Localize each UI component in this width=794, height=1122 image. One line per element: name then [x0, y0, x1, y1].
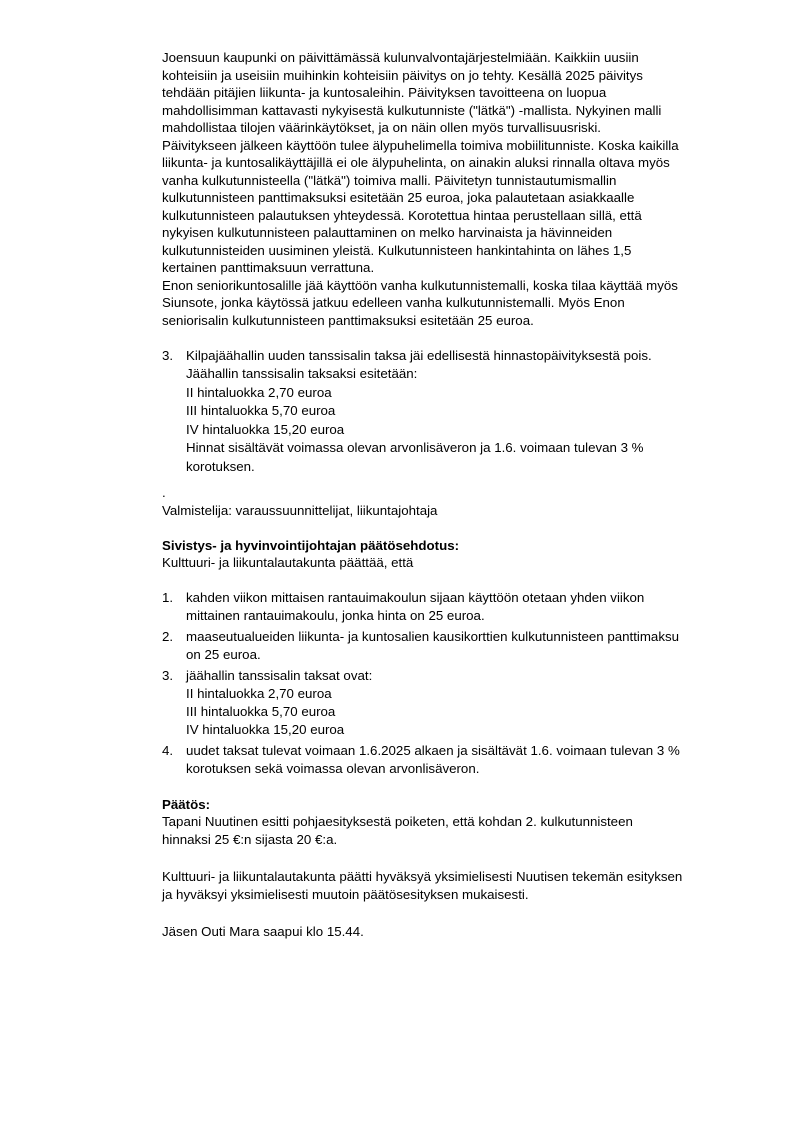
agenda-item-3-line: Hinnat sisältävät voimassa olevan arvonlisäveron ja 1.6. voimaan tulevan 3 %	[186, 440, 644, 455]
agenda-item-3	[162, 347, 758, 477]
agenda-item-3-line: Jäähallin tanssisalin taksaksi esitetään:	[186, 366, 418, 381]
intro-paragraph-line: kertainen panttimaksuun verrattuna.	[162, 260, 375, 275]
intro-paragraph-line: kulkutunnisteiden uusiminen yleistä. Kulkutunnisteen hankintahinta on lähes 1,5	[162, 242, 632, 258]
agenda-item-3-line: korotuksen.	[186, 458, 255, 474]
proposal-item-3-line: IV hintaluokka 15,20 euroa	[186, 722, 345, 737]
proposal-item-1-line: kahden viikon mittaisen rantauimakoulun sijaan käyttöön otetaan yhden viikon	[186, 590, 645, 605]
agenda-item-3-line: Kilpajäähallin uuden tanssisalin taksa jäi edellisestä hinnastopäivityksestä pois.	[186, 347, 652, 363]
intro-paragraph-line: vanha kulkutunnisteella ("lätkä") toimiva malli. Päivitetyn tunnistautumismallin	[162, 172, 617, 188]
proposal-item-1-content	[186, 589, 758, 625]
proposal-item-4	[162, 742, 758, 778]
intro-paragraph-line: seniorisalin kulkutunnisteen panttimaksuksi esitetään 25 euroa.	[162, 312, 534, 328]
intro-paragraph-line: tehdään pitäjien liikunta- ja kuntosaleihin. Päivityksen tavoitteena on luopua	[162, 85, 607, 100]
proposal-item-3-line: III hintaluokka 5,70 euroa	[186, 704, 336, 719]
proposal-item-4-line: uudet taksat tulevat voimaan 1.6.2025 alkaen ja sisältävät 1.6. voimaan tulevan 3 %	[186, 743, 680, 758]
intro-paragraph-line: Päivitykseen jälkeen käyttöön tulee älypuhelimella toimiva mobiilitunniste. Koska kaikilla	[162, 137, 679, 153]
intro-paragraph-line: liikunta- ja kuntosalikäyttäjillä ei ole älypuhelinta, on ainakin aluksi rinnalla oltava myös	[162, 155, 670, 170]
intro-paragraph-line: mahdollisimman kattavasti nykyisestä kulkutunniste ("lätkä") -mallista. Nykyinen malli	[162, 102, 662, 118]
approval-line: ja hyväksyi yksimielisesti muutoin päätösesityksen mukaisesti.	[162, 886, 529, 902]
proposal-item-3-marker: 3.	[162, 668, 174, 683]
proposal-item-2	[162, 628, 758, 664]
agenda-item-3-line: IV hintaluokka 15,20 euroa	[186, 421, 345, 437]
proposal-item-3	[162, 667, 758, 739]
proposal-item-1-line: mittainen rantauimakoulu, jonka hinta on 25 euroa.	[186, 608, 485, 623]
intro-paragraph-line: mahdollistaa tilojen väärinkäytökset, ja on näin ollen myös turvallisuusriski.	[162, 120, 602, 135]
agenda-item-3-line: III hintaluokka 5,70 euroa	[186, 403, 336, 418]
intro-paragraph-line: Enon seniorikuntosalille jää käyttöön vanha kulkutunnistemalli, koska tilaa käyttää myös	[162, 277, 678, 293]
intro-paragraph-line: Siunsote, jonka käytössä jatkuu edelleen vanha kulkutunnistemalli. Myös Enon	[162, 295, 625, 310]
decision-line: hinnaksi 25 €:n sijasta 20 €:a.	[162, 831, 338, 847]
proposal-intro: Kulttuuri- ja liikuntalautakunta päättää, että	[162, 555, 414, 570]
proposal-item-1	[162, 589, 758, 625]
proposal-item-2-marker: 2.	[162, 629, 174, 644]
intro-paragraph-line: nykyisen kulkutunnisteen palauttaminen on melko harvinaista ja hävinneiden	[162, 225, 613, 240]
proposal-item-2-line: on 25 euroa.	[186, 647, 261, 662]
intro-paragraph-line: Joensuun kaupunki on päivittämässä kulunvalvontajärjestelmiään. Kaikkiin uusiin	[162, 50, 639, 65]
proposal-heading: Sivistys- ja hyvinvointijohtajan päätösehdotus:	[162, 537, 460, 553]
proposal-item-1-marker: 1.	[162, 590, 174, 605]
arrival-note: Jäsen Outi Mara saapui klo 15.44.	[162, 924, 364, 939]
preparer-line: Valmistelija: varaussuunnittelijat, liikuntajohtaja	[162, 502, 438, 518]
intro-paragraph-line: kulkutunnisteen panttimaksuksi esitetään 25 euroa, joka palautetaan asiakkaalle	[162, 190, 635, 205]
intro-paragraph-line: kohteisiin ja useisiin muihinkin kohteisiin päivitys on jo tehty. Kesällä 2025 päivitys	[162, 67, 643, 83]
proposal-item-2-content	[186, 628, 758, 664]
agenda-item-3-marker: 3.	[162, 347, 174, 363]
proposal-item-4-line: korotuksen sekä voimassa olevan arvonlisäveron.	[186, 761, 480, 776]
proposal-item-2-line: maaseutualueiden liikunta- ja kuntosalien kausikorttien kulkutunnisteen panttimaksu	[186, 629, 680, 644]
decision-heading: Päätös:	[162, 796, 211, 812]
proposal-item-3-line: jäähallin tanssisalin taksat ovat:	[186, 668, 373, 683]
proposal-item-4-marker: 4.	[162, 743, 174, 758]
proposal-list	[162, 589, 758, 778]
approval-line: Kulttuuri- ja liikuntalautakunta päätti hyväksyä yksimielisesti Nuutisen tekemän esityksen	[162, 869, 683, 884]
proposal-item-4-content	[186, 742, 758, 778]
decision-line: Tapani Nuutinen esitti pohjaesityksestä poiketen, että kohdan 2. kulkutunnisteen	[162, 814, 633, 829]
document-body	[162, 49, 758, 941]
agenda-item-3-line: II hintaluokka 2,70 euroa	[186, 384, 332, 400]
intro-paragraph	[162, 49, 758, 329]
approval-paragraph	[162, 868, 758, 903]
proposal-item-3-content	[186, 667, 758, 739]
intro-paragraph-line: kulkutunnisteen palautuksen yhteydessä. Korotettua hintaa perustellaan sillä, että	[162, 207, 642, 223]
agenda-item-3-content	[186, 347, 758, 477]
proposal-item-3-line: II hintaluokka 2,70 euroa	[186, 686, 332, 701]
dot-line: .	[162, 485, 166, 500]
decision-paragraph	[162, 813, 758, 848]
